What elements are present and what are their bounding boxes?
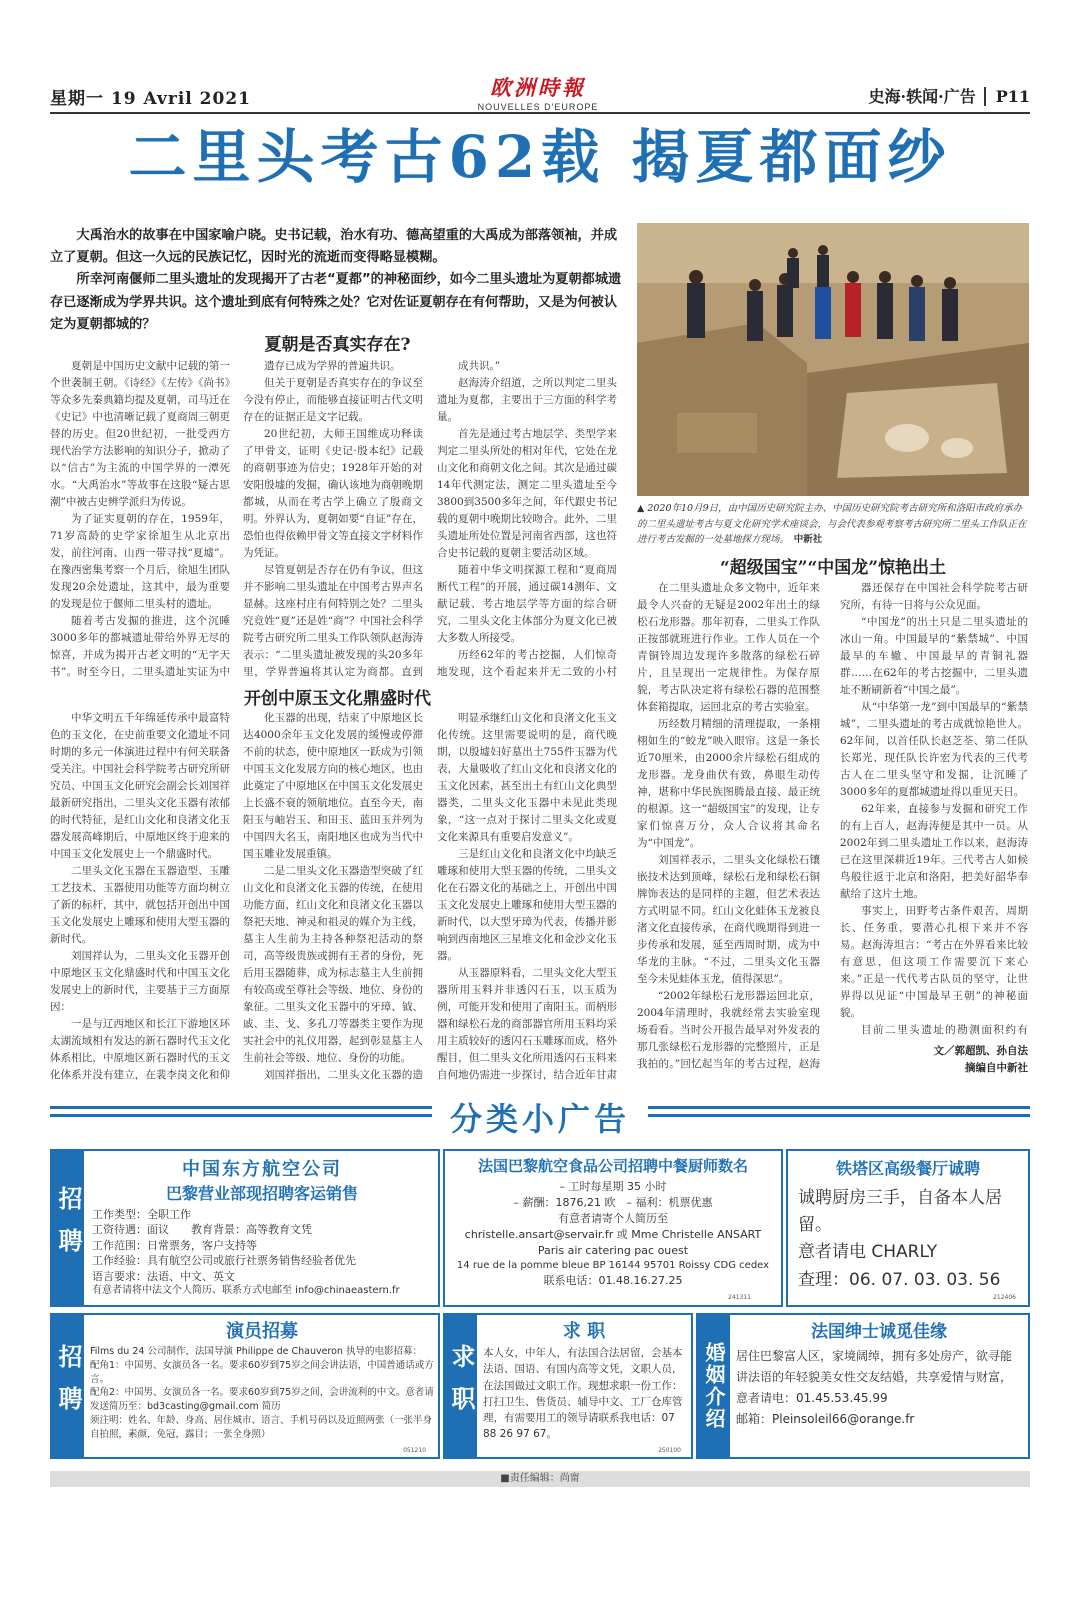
logo-french: NOUVELLES D'EUROPE (477, 102, 599, 112)
newspaper-logo (463, 72, 613, 112)
ad-line: 配角2：中国男、女演员各一名。要求60岁到75岁之间，会讲流利的中文。意者请发送简历至：bd3casting@gmail.com 简历 (90, 1387, 434, 1413)
page-number: P11 (984, 87, 1030, 106)
ad-category-tab: 招聘 (52, 1151, 84, 1305)
paragraph: 首先是通过考古地层学、类型学来判定二里头所处的相对年代，它处在龙山文化和商朝文化之间。其次是通过碳14年代测定法，测定二里头遗址至今3800到3500多年之间，年代跟史书记载的夏朝中晚期比较吻合。此外，二里头遗址所处位置是河南省西部，这也符合史书记载的夏朝主要活动区域。 (437, 428, 617, 559)
section3-title: “超级国宝”“中国龙”惊艳出土 (719, 558, 947, 578)
paragraph: 一是与辽西地区和长江下游地区环太湖流域相有发达的新石器时代玉文化体系相比，中原地区新石器时代的玉文化体系并没有建立，在裴李岗文化和仰 (50, 1018, 230, 1080)
paragraph: 刘国祥指出，二里头文化玉器的造 (264, 1069, 423, 1080)
main-headline: 二里头考古62载 揭夏都面纱 (128, 123, 952, 191)
ad-line: 有意者请寄个人简历至 (558, 1211, 668, 1225)
lead-paragraph: 所幸河南偃师二里头遗址的发现揭开了古老“夏都”的神秘面纱，如今二里头遗址为夏朝都城遗存已逐渐成为学界共识。这个遗址到底有何特殊之处？它对佐证夏朝存在有何帮助，又是为何被认定为夏朝都城的？ (50, 272, 622, 332)
ad-matchmaking (696, 1313, 1030, 1459)
paragraph: 事实上，田野考古条件艰苦，周期长、任务重，要潜心扎根下来并不容易。赵海涛坦言：“考古在外界看来比较有意思，但这项工作需要沉下来心来。”正是一代代考古队员的坚守，让世界得以见证“中国最早王朝”的神秘面貌。 (840, 905, 1028, 1019)
paragraph: 62年来，直接参与发掘和研究工作的有上百人，赵海涛便是其中一员。从2002年到二里头遗址工作以来，赵海涛已在这里深耕近19年。三代考古人如候鸟般往返于北京和洛阳，把美好韶华奉献给了这片土地。 (840, 803, 1028, 900)
paragraph: 历经62年的考古挖掘，人们惊奇地发现，这个看起来并无二致的小村 (437, 649, 617, 678)
ad-title: 中国东方航空公司 (182, 1159, 342, 1180)
ad-line: 查理：06. 07. 03. 03. 56 (798, 1269, 1001, 1290)
ad-code: 250100 (658, 1447, 681, 1454)
ad-line: – 工时每星期 35 小时 (559, 1180, 667, 1193)
classifieds-title: 分类小广告 (432, 1094, 648, 1140)
paragraph: 从“中华第一龙”到中国最早的“紫禁城”，二里头遗址的考古成就惊艳世人。62年间，以首任队长赵芝荃、第二任队长郑光、现任队长许宏为代表的三代考古人在二里头坚守和发掘，让沉睡了3000多年的夏都城遗址得以重见天日。 (840, 701, 1028, 798)
byline-source: 摘编自中新社 (965, 1061, 1028, 1074)
ad-line: 工作范围：日常票务，客户支持等 (92, 1238, 257, 1252)
ad-category-tab: 求职 (445, 1315, 477, 1457)
page-header (50, 72, 1030, 114)
section3-column-1 (637, 580, 820, 1075)
paragraph: 从玉器原料看，二里头文化大型玉器所用玉料并非透闪石玉，以玉质为例，可能开发和使用了南阳玉。而柄形器和绿松石龙的商部器官所用玉料均采用主质较好的透闪石玉雕琢而成，格外醒目，但二里头文化所用透闪石玉料来自何地仍需进一步探讨，结合近年甘肃 (437, 967, 617, 1080)
paragraph: 明显承继红山文化和良渚文化玉文化传统。这里需要说明的是，商代晚期，以殷墟妇好墓出土755件玉器为代表，大量吸收了红山文化和良渚文化的玉文化因素，甚至出土有红山文化典型器类，二里头文化玉器中未见此类现象，“这一点对于探讨二里头文化或夏文化来源具有重要启发意义”。 (437, 712, 617, 843)
paragraph: 但关于夏朝是否真实存在的争议至今没有停止，而能够直接证明古代文明存在的证据正是文字记载。 (243, 377, 423, 423)
paragraph: 二是二里头文化玉器造型突破了红山文化和良渚文化玉器的传统，在使用功能方面，红山文化和良渚文化玉器以祭祀天地、神灵和祖灵的媒介为主线，墓主人生前为主持各种祭祀活动的祭司，高等级贵族或拥有王者的身份，死后用玉器随葬，成为标志墓主人生前拥有较高或至尊社会等级、地位、身份的象征。二里头文化玉器中的牙璋、钺、戚、圭、戈、多孔刀等器类主要作为现实社会中的礼仪用器，起到彰显墓主人生前社会等级、地位、身份的功能。 (243, 865, 423, 1064)
paragraph: 化玉器的出现，结束了中原地区长达4000余年玉文化发展的缓慢或停滞不前的状态，使中原地区一跃成为引领中国玉文化发展方向的核心地区，也由此奠定了中原地区在中国玉文化发展史上长盛不衰的领航地位。直至今天，南阳玉与岫岩玉、和田玉、蓝田玉并列为中国四大名玉，南阳地区也成为当代中国玉雕业发展重镇。 (243, 712, 423, 860)
section-name: 史海·轶闻·广告 (868, 87, 976, 106)
ad-title: 铁塔区高级餐厅诚聘 (835, 1159, 980, 1178)
paragraph: 为了证实夏朝的存在，1959年，71岁高龄的史学家徐旭生从北京出发，前往河南、山西一带寻找“夏墟”。在豫西密集考察一个月后，徐旭生团队发现20余处遗址，这其中，最为重要的发现是位于偃师二里头村的遗址。 (50, 513, 230, 610)
ad-line: 工资待遇：面议 教育背景：高等教育文凭 (92, 1223, 312, 1237)
lead-paragraph: 大禹治水的故事在中国家喻户晓。史书记载，治水有功、德高望重的大禹成为部落领袖，并成立了夏朝。但这一久远的民族记忆，因时光的流逝而变得略显模糊。 (50, 228, 618, 266)
ad-job-seeking (443, 1313, 693, 1459)
ad-code: 241311 (728, 1294, 751, 1301)
ad-subtitle: 巴黎营业部现招聘客运销售 (165, 1184, 358, 1203)
paragraph: “中国龙”的出土只是二里头遗址的冰山一角。中国最早的“紫禁城”、中国最早的车辙、中国最早的青铜礼器群……在62年的考古挖掘中，二里头遗址不断刷新着“中国之最”。 (840, 616, 1028, 696)
paragraph: 历经数月精细的清理提取，一条栩栩如生的“蛟龙”映入眼帘。这是一条长近70厘米，由2000余片绿松石组成的龙形器。龙身曲伏有致，鼻眼生动传神，堪称中华民族图腾最直接、最正统的根源。这一“超级国宝”的发现，让专家们惊喜万分，众人合议将其命名为“中国龙”。 (637, 718, 820, 849)
ad-line: 邮箱：Pleinsoleil66@orange.fr (736, 1412, 915, 1426)
ad-line: 须注明：姓名、年龄、身高、居住城市、语言、手机号码以及近照两张（一张半身自拍照，素颜，免冠，露目；一张全身照） (90, 1414, 433, 1440)
paragraph: 目前二里头遗址的勘测面积约有 (861, 1024, 1028, 1036)
section1-column-2 (243, 358, 423, 680)
section2-title: 开创中原玉文化鼎盛时代 (244, 689, 431, 709)
ad-line: 配角1：中国男、女演员各一名。要求60岁到75岁之间会讲法语，中国普通话或方言。 (90, 1359, 434, 1385)
ad-title: 演员招募 (226, 1321, 298, 1342)
ad-line: 意者请电 CHARLY (798, 1242, 938, 1263)
issue-date: 星期一 19 Avril 2021 (50, 89, 251, 109)
ad-category-tab: 招聘 (52, 1315, 84, 1457)
logo-chinese: 欧洲時報 (490, 75, 586, 100)
ad-line: 联系电话：01.48.16.27.25 (543, 1274, 683, 1288)
paragraph: 器还保存在中国社会科学院考古研究所，有待一日将与公众见面。 (840, 582, 1028, 611)
ad-code: 051210 (403, 1447, 426, 1454)
paragraph: 尽管夏朝是否存在仍有争议，但这并不影响二里头遗址在中国考古界声名显赫。这座村庄有何特别之处？二里头究竟姓“夏”还是姓“商”？中国社会科学院考古研究所二里头工作队领队赵海涛表示：“二里头遗址被发现的头20多年里，学界普遍将其认定为商都。直到 (243, 564, 423, 678)
paragraph: 遗存已成为学界的普遍共识。 (264, 360, 401, 372)
ad-contact-line: 有意者请将中法文个人简历、联系方式电邮至 info@chinaeastern.fr (92, 1284, 400, 1296)
paragraph: 成共识。” (458, 360, 501, 372)
ad-line: 工作类型：全职工作 (92, 1208, 191, 1221)
ad-category-tab: 婚姻介绍 (698, 1315, 730, 1457)
caption-text: ▲ 2020年10月9日，由中国历史研究院主办、中国历史研究院考古研究所和洛阳市政府承办的二里头遗址考古与夏文化研究学术座谈会，与会代表参观考察考古研究所二里头工作队正在进行考古发掘的一处墓地探方现场。 (637, 503, 1027, 546)
ad-line: 语言要求：法语、中文、英文 (92, 1269, 235, 1283)
ad-title: 法国巴黎航空食品公司招聘中餐厨师数名 (477, 1157, 748, 1175)
ad-line: 工作经验：具有航空公司或旅行社票务销售经验者优先 (92, 1254, 356, 1268)
section2-column-3 (437, 710, 617, 1080)
ad-line: – 薪酬：1876,21 欧 – 福利：机票优惠 (513, 1195, 713, 1209)
paragraph: 在二里头遗址众多文物中，近年来最令人兴奋的无疑是2002年出土的绿松石龙形器。那年初春，二里头工作队正按部就班进行作业。工作人员在一个青铜铃周边发现许多散落的绿松石碎片，且呈现出一定规律性。为保存原貌，考古队决定将有绿松石器的范围整体套箱提取，运回北京的考古实验室。 (637, 582, 820, 713)
byline-authors: 文／郭超凯、孙自法 (933, 1045, 1028, 1057)
paragraph: 随着考古发掘的推进，这个沉睡3000多年的都城遗址带给外界无尽的惊喜，并成为揭开古老文明的“无字天书”。时至今日，二里头遗址实证为中 (50, 615, 230, 678)
section1-column-3 (437, 358, 617, 680)
excavation-photo (637, 223, 1029, 496)
paragraph: 20世纪初，大师王国维成功释读了甲骨文，证明《史记·殷本纪》记载的商朝事迹为信史；1928年开始的对安阳殷墟的发掘，确认该地为商朝晚期都城，从而在考古学上确立了殷商文明。外界认为，夏朝如要“自证”存在，恐怕也得依赖甲骨文等直接文字材料作为凭证。 (243, 428, 423, 559)
paragraph: 赵海涛介绍道，之所以判定二里头遗址为夏都，主要出于三方面的科学考量。 (437, 377, 617, 423)
page-footer: ■责任编辑：尚甯 (50, 1471, 1030, 1487)
paragraph: 中华文明五千年绵延传承中最富特色的玉文化，在史前重要文化遗址不同时期的多元一体演进过程中有何关联备受关注。中国社会科学院考古研究所研究员、中国玉文化研究会副会长刘国祥最新研究指出，二里头文化玉器有浓郁的时代特征，是红山文化和良渚文化玉器发展高峰期后，中原地区终于迎来的中国玉文化发展史上一个鼎盛时代。 (50, 712, 230, 860)
photo-caption (637, 501, 1029, 548)
ad-line: 居住巴黎富人区，家境阔绰，拥有多处房产，欲寻能讲法语的年轻貌美女性交友结婚，共享爱情与财富，意者请电：01.45.53.45.99 (736, 1349, 1013, 1405)
ad-casting (50, 1313, 440, 1459)
ad-code: 212406 (993, 1294, 1016, 1301)
paragraph: “2002年绿松石龙形器运回北京，2004年清理时，我就经常去实验室现场看看。当时公开报告最早对外发表的那几张绿松石龙形器的完整照片，正是我拍的。”回忆起当年的考古过程，赵海 (637, 990, 820, 1070)
caption-credit: 中新社 (793, 534, 823, 546)
section1-title: 夏朝是否真实存在? (264, 335, 411, 355)
ad-line: 本人女，中年人，有法国合法居留，会基本法语、国语、有国内高等文凭，文职人员，在法国做过文职工作。现想求职一份工作：打扫卫生、售货员、辅导中文、工厂仓库管理，有需要用工的领导请联系我电话：07 88 26 97 67。 (483, 1347, 683, 1441)
section1-column-1 (50, 358, 230, 680)
section-label (869, 84, 1030, 107)
ad-line: christelle.ansart@servair.fr 或 Mme Christelle ANSART (464, 1227, 762, 1241)
paragraph: 随着中华文明探源工程和“夏商周断代工程”的开展，通过碳14测年、文献记载、考古地层学等方面的综合研究，二里头文化主体部分为夏文化已被大多数人所接受。 (437, 564, 617, 644)
section3-column-2 (840, 580, 1028, 1040)
ad-china-eastern (50, 1149, 440, 1307)
lead-paragraphs (50, 225, 625, 336)
paragraph: 二里头文化玉器在玉器造型、玉雕工艺技术、玉器使用功能等方面均树立了新的标杆，其中，就包括开创出中国玉文化发展史上雕琢和使用大型玉器的新时代。 (50, 865, 230, 945)
ad-servair (443, 1149, 783, 1307)
paragraph: 刘国祥认为，二里头文化玉器开创中原地区玉文化鼎盛时代和中国玉文化发展史上的新时代，主要基于三方面原因： (50, 950, 230, 1013)
paragraph: 三是红山文化和良渚文化中均缺乏雕琢和使用大型玉器的传统，二里头文化在石器文化的基础之上，开创出中国玉文化发展史上雕琢和使用大型玉器的新时代，以大型牙璋为代表，传播并影响到西南地区三星堆文化和金沙文化玉器。 (437, 848, 617, 962)
classifieds-header (50, 1094, 1030, 1138)
ad-line: 诚聘厨房三手，自备本人居留。 (798, 1188, 1002, 1236)
ad-title: 求 职 (562, 1321, 606, 1342)
ad-restaurant (786, 1149, 1030, 1307)
paragraph: 刘国祥表示，二里头文化绿松石镶嵌技术达到顶峰，绿松石龙和绿松石铜牌饰表达的是同样的主题，但艺术表达方式明显不同。红山文化蛙体玉龙被良渚文化直接传承，在商代晚期得到进一步传承和发展，延至西周时期，成为中华龙的主脉。“不过，二里头文化玉器至今未见蛙体玉龙，值得深思”。 (637, 854, 820, 985)
ad-line: Films du 24 公司制作，法国导演 Philippe de Chauveron 执导的电影招募： (90, 1346, 422, 1357)
section2-column-1 (50, 710, 230, 1080)
ad-line: 14 rue de la pomme bleue BP 16144 95701 Roissy CDG cedex (456, 1259, 770, 1271)
ad-line: Paris air catering pac ouest (537, 1243, 689, 1257)
ad-title: 法国绅士诚觅佳缘 (811, 1322, 947, 1342)
section2-column-2 (243, 710, 423, 1080)
article-byline (840, 1043, 1028, 1077)
paragraph: 夏朝是中国历史文献中记载的第一个世袭制王朝。《诗经》《左传》《尚书》等众多先秦典籍均提及夏朝，司马迁在《史记》中也清晰记载了夏商周三朝更替的历史。但20世纪初，一批受西方现代治学方法影响的知识分子，掀动了以“信古”为主流的中国学界的一潭死水。“大禹治水”等故事在这股“疑古思潮”中被古史辨学派归为传说。 (50, 360, 230, 508)
excavation-photo-illustration (637, 223, 1029, 496)
